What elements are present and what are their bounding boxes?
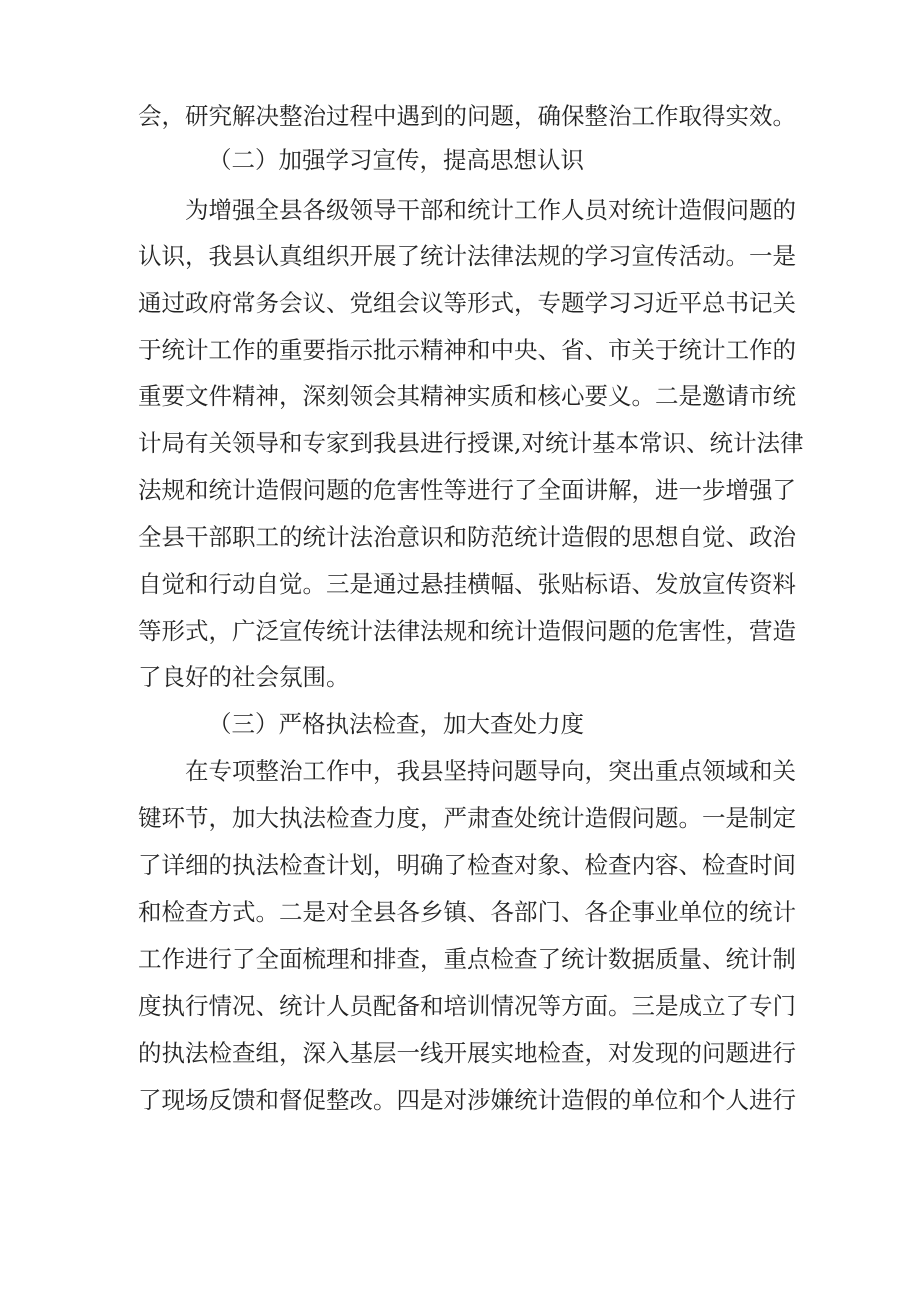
paragraph-line: 在专项整治工作中，我县坚持问题导向，突出重点领域和关: [185, 757, 796, 785]
paragraph-line: 认识，我县认真组织开展了统计法律法规的学习宣传活动。一是: [138, 242, 796, 270]
paragraph-line: 等形式，广泛宣传统计法律法规和统计造假问题的危害性，营造: [138, 617, 796, 645]
paragraph-line: 和检查方式。二是对全县各乡镇、各部门、各企事业单位的统计: [138, 898, 796, 926]
paragraph-line: 键环节，加大执法检查力度，严肃查处统计造假问题。一是制定: [138, 804, 796, 832]
paragraph-line: 计局有关领导和专家到我县进行授课,对统计基本常识、统计法律: [138, 429, 804, 457]
paragraph-line: 重要文件精神，深刻领会其精神实质和核心要义。二是邀请市统: [138, 382, 796, 410]
section-heading: （二）加强学习宣传，提高思想认识: [208, 146, 584, 174]
paragraph-line: 法规和统计造假问题的危害性等进行了全面讲解，进一步增强了: [138, 476, 796, 504]
paragraph-line: 于统计工作的重要指示批示精神和中央、省、市关于统计工作的: [138, 336, 796, 364]
paragraph-line: 度执行情况、统计人员配备和培训情况等方面。三是成立了专门: [138, 992, 796, 1020]
paragraph-line: 了详细的执法检查计划，明确了检查对象、检查内容、检查时间: [138, 851, 796, 879]
paragraph-line: 会，研究解决整治过程中遇到的问题，确保整治工作取得实效。: [138, 102, 796, 130]
paragraph-line: 了现场反馈和督促整改。四是对涉嫌统计造假的单位和个人进行: [138, 1086, 796, 1114]
paragraph-line: 了良好的社会氛围。: [138, 663, 350, 691]
paragraph-line: 全县干部职工的统计法治意识和防范统计造假的思想自觉、政治: [138, 523, 796, 551]
paragraph-line: 为增强全县各级领导干部和统计工作人员对统计造假问题的: [185, 196, 796, 224]
section-heading: （三）严格执法检查，加大查处力度: [208, 710, 584, 738]
paragraph-line: 自觉和行动自觉。三是通过悬挂横幅、张贴标语、发放宣传资料: [138, 570, 796, 598]
paragraph-line: 的执法检查组，深入基层一线开展实地检查，对发现的问题进行: [138, 1039, 796, 1067]
paragraph-line: 工作进行了全面梳理和排查，重点检查了统计数据质量、统计制: [138, 945, 796, 973]
paragraph-line: 通过政府常务会议、党组会议等形式，专题学习习近平总书记关: [138, 289, 796, 317]
